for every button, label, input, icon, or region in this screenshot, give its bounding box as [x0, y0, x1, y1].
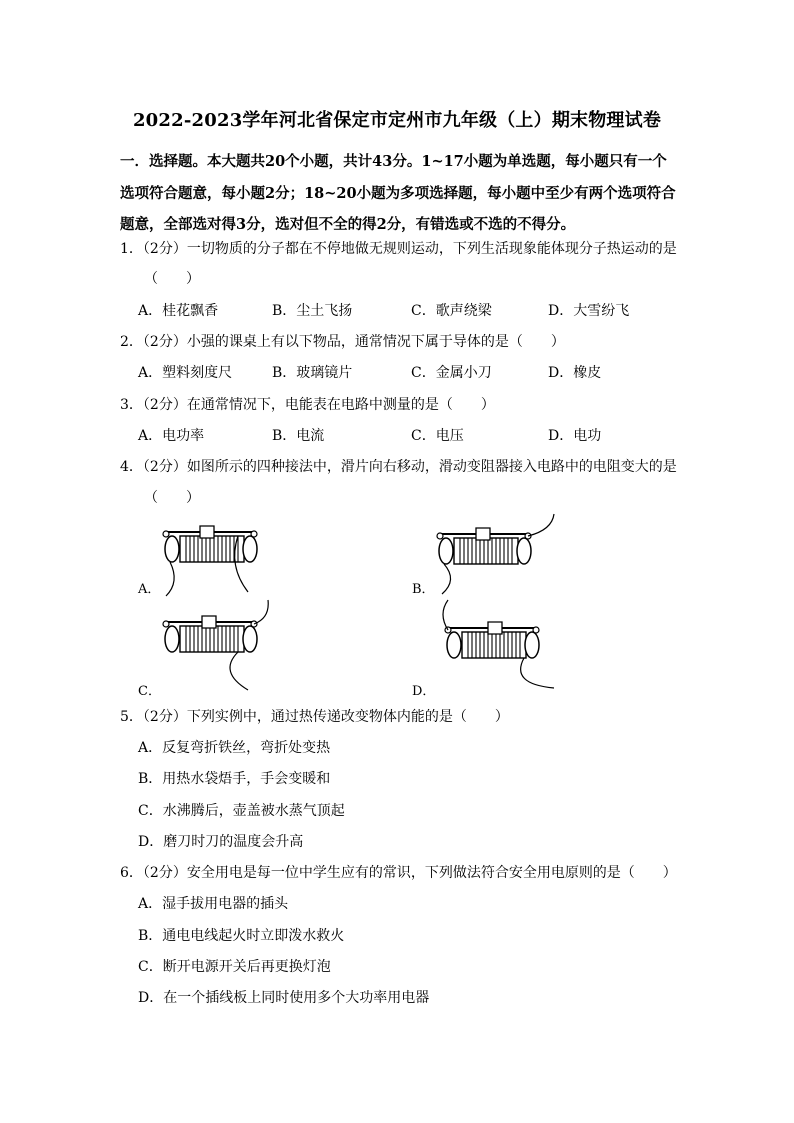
figure-b-label: B．: [412, 582, 435, 597]
q5-option-b: B．用热水袋焐手，手会变暖和: [138, 771, 331, 787]
section-heading: 一．选择题。本大题共20个小题，共计43分。1~17小题为单选题，每小题只有一个选项符合题意，每小题2分；18~20小题为多项选择题，每小题中至少有两个选项符合题意，全部选对得3分，选对但不全的得2分，有错选或不选的不得分。: [120, 153, 676, 233]
q2-option-d: D．橡皮: [548, 365, 602, 381]
q3-option-a: A．电功率: [138, 428, 205, 444]
figure-c-label: C．: [138, 684, 161, 699]
q1-option-a: A．桂花飘香: [138, 303, 219, 319]
q1-option-d: D．大雪纷飞: [548, 303, 630, 319]
q6-option-a: A．湿手拔用电器的插头: [138, 896, 289, 912]
q6-option-b: B．通电电线起火时立即泼水救火: [138, 928, 345, 944]
q6-option-d: D．在一个插线板上同时使用多个大功率用电器: [138, 990, 430, 1006]
q2-option-c: C．金属小刀: [411, 365, 492, 381]
q5-option-d: D．磨刀时刀的温度会升高: [138, 834, 304, 850]
rheostat-figure-b: [432, 512, 562, 597]
rheostat-figure-d: [440, 598, 570, 693]
rheostat-figure-c: [158, 598, 288, 693]
q6-stem: 6．（2分）安全用电是每一位中学生应有的常识，下列做法符合安全用电原则的是（ ）: [120, 865, 677, 881]
q1-option-b: B．尘土飞扬: [272, 303, 353, 319]
q3-option-c: C．电压: [411, 428, 464, 444]
q1-paren: （ ）: [144, 271, 200, 287]
q3-option-b: B．电流: [272, 428, 325, 444]
q1-stem: 1．（2分）一切物质的分子都在不停地做无规则运动，下列生活现象能体现分子热运动的是: [120, 241, 677, 257]
q1-option-c: C．歌声绕梁: [411, 303, 492, 319]
q2-option-a: A．塑料刻度尺: [138, 365, 233, 381]
q5-stem: 5．（2分）下列实例中，通过热传递改变物体内能的是（ ）: [120, 709, 509, 725]
figure-a-label: A．: [138, 582, 161, 597]
q6-option-c: C．断开电源开关后再更换灯泡: [138, 959, 331, 975]
q4-stem: 4．（2分）如图所示的四种接法中，滑片向右移动，滑动变阻器接入电路中的电阻变大的是: [120, 459, 677, 475]
exam-title: 2022-2023学年河北省保定市定州市九年级（上）期末物理试卷: [132, 110, 662, 131]
q3-stem: 3．（2分）在通常情况下，电能表在电路中测量的是（ ）: [120, 397, 495, 413]
figure-d-label: D．: [412, 684, 436, 699]
q2-option-b: B．玻璃镜片: [272, 365, 353, 381]
q5-option-a: A．反复弯折铁丝，弯折处变热: [138, 740, 331, 756]
q3-option-d: D．电功: [548, 428, 602, 444]
q4-paren: （ ）: [144, 490, 200, 506]
q2-stem: 2．（2分）小强的课桌上有以下物品，通常情况下属于导体的是（ ）: [120, 334, 565, 350]
rheostat-figure-a: [158, 522, 278, 597]
q5-option-c: C．水沸腾后，壶盖被水蒸气顶起: [138, 803, 345, 819]
